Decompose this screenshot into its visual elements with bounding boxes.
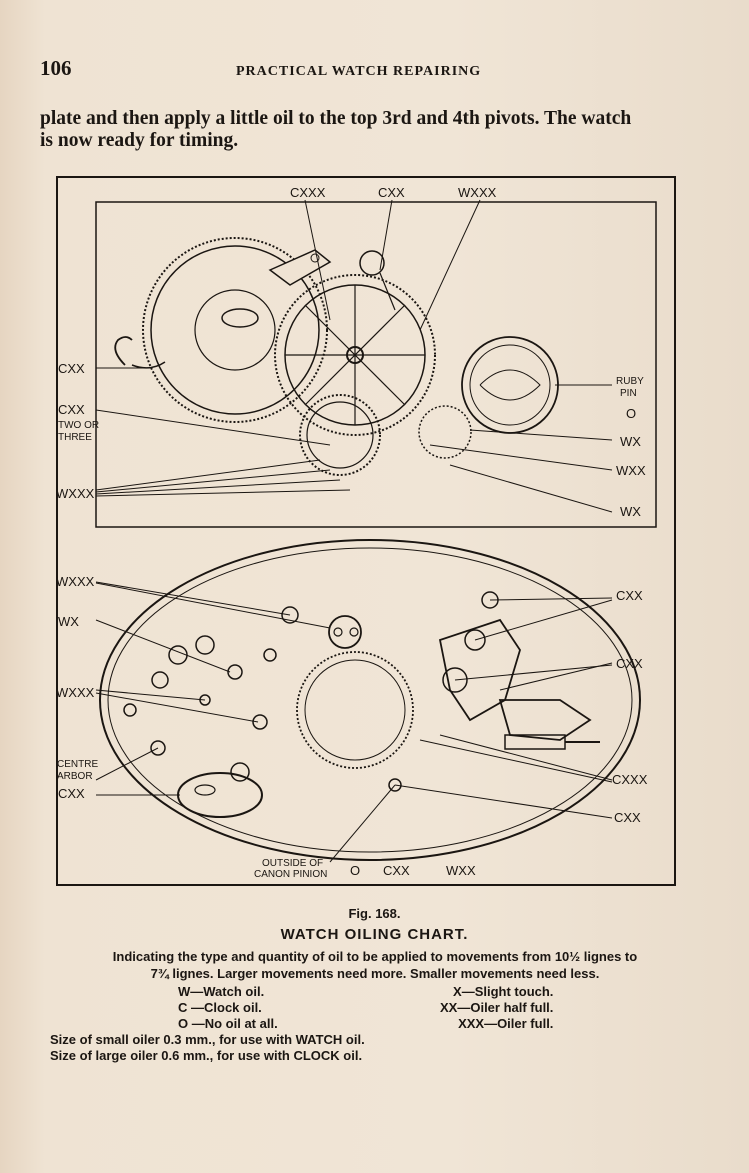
label-ul-2: CXX xyxy=(58,402,85,417)
label-lr-4: CXX xyxy=(614,810,641,825)
lower-plate-drawing xyxy=(100,540,640,860)
label-top-1: CXXX xyxy=(290,185,326,200)
legend-quantities xyxy=(440,984,553,1032)
label-top-3: WXXX xyxy=(458,185,497,200)
label-canon-value-3: WXX xyxy=(446,863,476,878)
label-ur-3: O xyxy=(626,406,637,421)
label-ll-5: ARBOR xyxy=(57,771,93,782)
legend-watch-oil: W—Watch oil. xyxy=(178,984,265,999)
figure-number: Fig. 168. xyxy=(348,906,401,921)
legend-half-full: XX—Oiler half full. xyxy=(440,1000,554,1015)
label-ll-2: WX xyxy=(58,614,79,629)
small-oiler-size: Size of small oiler 0.3 mm., for use with WATCH oil. xyxy=(50,1032,365,1047)
label-ur-5: WXX xyxy=(616,463,646,478)
legend-no-oil: O —No oil at all. xyxy=(178,1016,278,1031)
label-ur-2: PIN xyxy=(620,388,637,399)
legend-slight-touch: X—Slight touch. xyxy=(453,984,554,999)
label-ur-6: WX xyxy=(620,504,641,519)
label-ll-4: CENTRE xyxy=(57,759,99,770)
label-ul-4: THREE xyxy=(58,432,92,443)
label-canon-value-2: CXX xyxy=(383,863,410,878)
body-line-2: is now ready for timing. xyxy=(40,130,239,151)
legend-clock-oil: C —Clock oil. xyxy=(178,1000,262,1015)
label-ur-4: WX xyxy=(620,434,641,449)
label-top-2: CXX xyxy=(378,185,405,200)
gear-train-drawing xyxy=(115,238,558,475)
figure-title: WATCH OILING CHART. xyxy=(280,926,469,943)
legend-full: XXX—Oiler full. xyxy=(458,1016,554,1031)
large-oiler-size: Size of large oiler 0.6 mm., for use with CLOCK oil. xyxy=(50,1048,363,1063)
label-ur-1: RUBY xyxy=(616,376,644,387)
label-ll-6: CXX xyxy=(58,786,85,801)
label-lr-3: CXXX xyxy=(612,772,648,787)
label-canon-value-1: O xyxy=(350,863,361,878)
label-lr-1: CXX xyxy=(616,588,643,603)
page-number: 106 xyxy=(40,56,72,80)
label-lr-2: CXX xyxy=(616,656,643,671)
running-head: PRACTICAL WATCH REPAIRING xyxy=(236,64,482,79)
label-ll-1: WXXX xyxy=(56,574,95,589)
figure-caption xyxy=(40,948,710,982)
legend-oil-types xyxy=(178,984,278,1032)
label-ul-5: WXXX xyxy=(56,486,95,501)
label-canon-line1: OUTSIDE OF xyxy=(262,858,324,869)
oil-legend xyxy=(0,984,749,1034)
label-ul-3: TWO OR xyxy=(58,420,100,431)
label-ll-3: WXXX xyxy=(56,685,95,700)
oiler-sizes xyxy=(50,1032,365,1064)
caption-line-1: Indicating the type and quantity of oil to be applied to movements from 10½ lignes to xyxy=(112,949,638,964)
label-canon-line2: CANON PINION xyxy=(254,869,328,880)
body-line-1: plate and then apply a little oil to the top 3rd and 4th pivots. The watch xyxy=(40,108,632,129)
label-ul-1: CXX xyxy=(58,361,85,376)
lower-leader-lines xyxy=(96,582,612,862)
caption-line-2: 7¾ lignes. Larger movements need more. Smaller movements need less. xyxy=(150,966,600,981)
